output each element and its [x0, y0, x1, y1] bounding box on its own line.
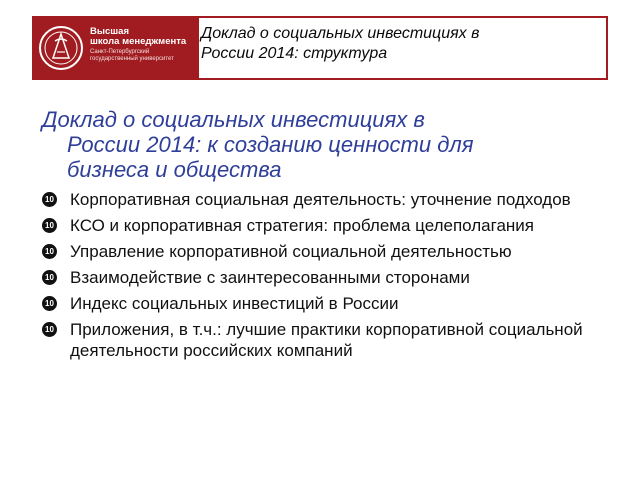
page-title-line: России 2014: к созданию ценности для: [67, 132, 474, 157]
list-item-text: Управление корпоративной социальной деятельностью: [70, 242, 512, 261]
header-banner: [32, 16, 608, 80]
10-circle-icon: 10: [42, 322, 57, 337]
logo-subtitle: Санкт-Петербургский государственный университет: [90, 49, 174, 62]
list-item-text: Приложения, в т.ч.: лучшие практики корпоративной социальной деятельности российских компаний: [70, 320, 583, 360]
gsom-logo: [34, 18, 199, 78]
list-item-text: Индекс социальных инвестиций в России: [70, 294, 399, 313]
page-title: [42, 107, 622, 182]
university-seal-icon: [38, 23, 84, 73]
list-item: [40, 293, 625, 314]
list-item-text: Взаимодействие с заинтересованными сторонами: [70, 268, 470, 287]
list-item: [40, 267, 625, 288]
10-circle-icon: 10: [42, 296, 57, 311]
list-item: [40, 189, 625, 210]
logo-name: Высшая школа менеджмента: [90, 26, 187, 47]
list-item-text: Корпоративная социальная деятельность: уточнение подходов: [70, 190, 571, 209]
list-item: [40, 215, 625, 236]
10-circle-icon: 10: [42, 244, 57, 259]
list-item: [40, 319, 625, 361]
10-circle-icon: 10: [42, 218, 57, 233]
page-title-line: бизнеса и общества: [67, 157, 282, 182]
contents-list: [40, 189, 625, 366]
10-circle-icon: 10: [42, 192, 57, 207]
page-title-line: Доклад о социальных инвестициях в: [42, 107, 425, 132]
list-item: [40, 241, 625, 262]
10-circle-icon: 10: [42, 270, 57, 285]
list-item-text: КСО и корпоративная стратегия: проблема целеполагания: [70, 216, 534, 235]
header-title: Доклад о социальных инвестициях в России 2014: структура: [201, 25, 480, 62]
